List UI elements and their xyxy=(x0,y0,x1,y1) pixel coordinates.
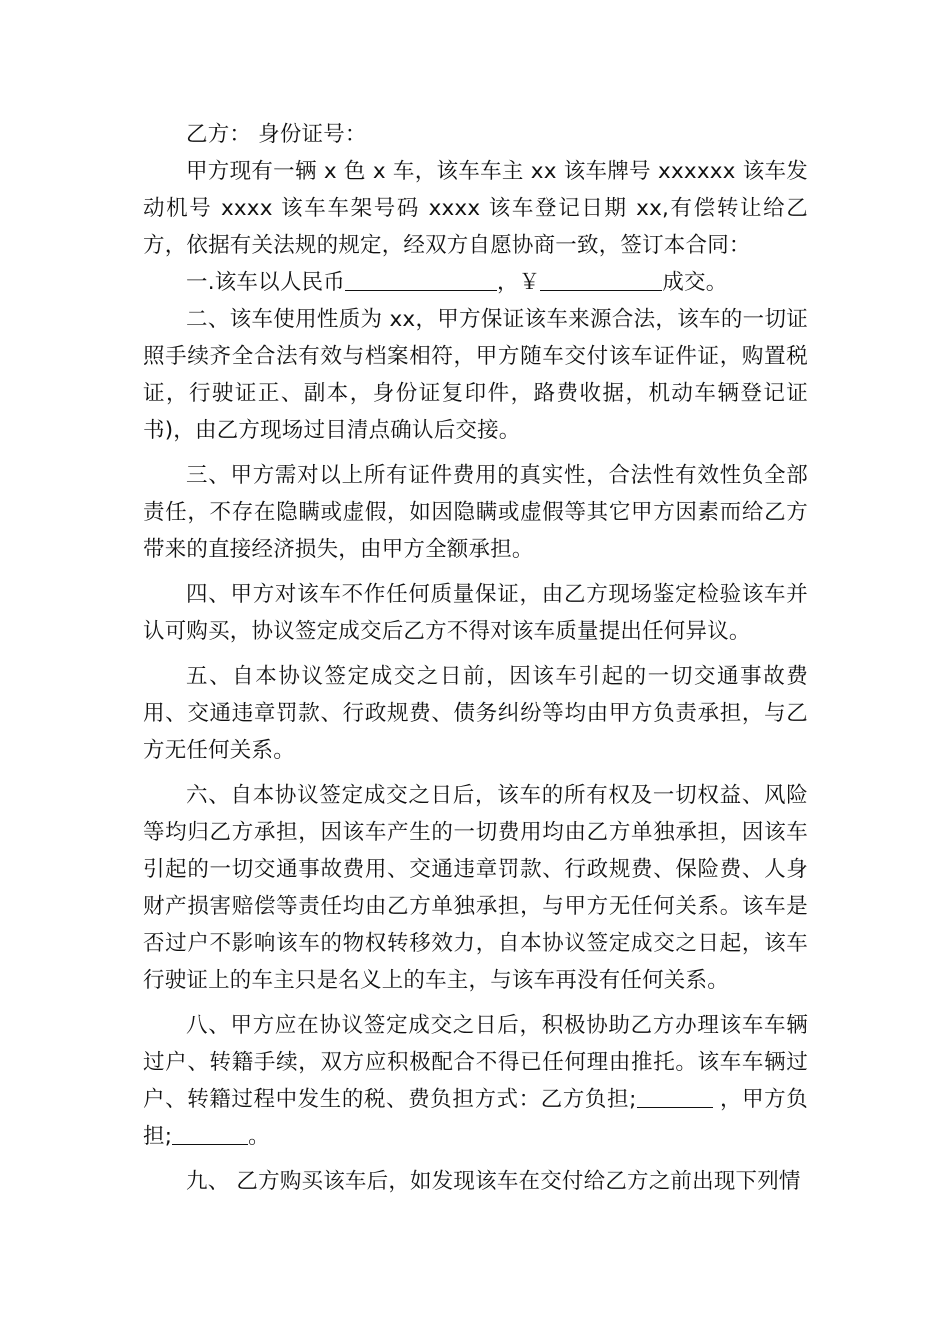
clause-1-prefix: 一.该车以人民币 xyxy=(186,270,345,295)
contract-body xyxy=(143,116,808,1200)
clause-2: 二、该车使用性质为 xx，甲方保证该车来源合法，该车的一切证照手续齐全合法有效与档案相符，甲方随车交付该车证件证，购置税证，行驶证正、副本，身份证复印件，路费收据，机动车辆登记证书)，由乙方现场过目清点确认后交接。 xyxy=(143,307,808,443)
clause-1-suffix: 成交。 xyxy=(662,270,728,295)
intro-paragraph: 甲方现有一辆 x 色 x 车，该车车主 xx 该车牌号 xxxxxx 该车发动机号 xxxx 该车车架号码 xxxx 该车登记日期 xx,有偿转让给乙方，依据有关法规的规定，经双方自愿协商一致，签订本合同： xyxy=(143,159,808,258)
clause-8-suffix: 。 xyxy=(248,1124,270,1149)
yuan-amount-blank xyxy=(540,266,662,291)
clause-8 xyxy=(143,1007,808,1155)
rmb-amount-blank xyxy=(345,266,497,291)
party-b-line: 乙方： 身份证号： xyxy=(186,122,367,147)
party-a-burden-blank xyxy=(172,1120,248,1145)
clause-5: 五、自本协议签定成交之日前，因该车引起的一切交通事故费用、交通违章罚款、行政规费、债务纠纷等均由甲方负责承担，与乙方无任何关系。 xyxy=(143,664,808,763)
clause-8-text: 八、甲方应在协议签定成交之日后，积极协助乙方办理该车车辆过户、转籍手续，双方应积极配合不得已任何理由推托。该车车辆过户、转籍过程中发生的税、费负担方式：乙方负担; xyxy=(143,1013,808,1112)
clause-9: 九、 乙方购买该车后，如发现该车在交付给乙方之前出现下列情 xyxy=(186,1169,801,1194)
clause-1 xyxy=(143,264,808,301)
clause-8-middle: ，甲方负担; xyxy=(143,1087,808,1149)
clause-3: 三、甲方需对以上所有证件费用的真实性，合法性有效性负全部责任，不存在隐瞒或虚假，如因隐瞒或虚假等其它甲方因素而给乙方带来的直接经济损失，由甲方全额承担。 xyxy=(143,463,808,562)
clause-1-middle: ，￥ xyxy=(496,270,541,295)
party-b-burden-blank xyxy=(637,1083,713,1108)
clause-6: 六、自本协议签定成交之日后，该车的所有权及一切权益、风险等均归乙方承担，因该车产生的一切费用均由乙方单独承担，因该车引起的一切交通事故费用、交通违章罚款、行政规费、保险费、人身财产损害赔偿等责任均由乙方单独承担，与甲方无任何关系。该车是否过户不影响该车的物权转移效力，自本协议签定成交之日起，该车行驶证上的车主只是名义上的车主，与该车再没有任何关系。 xyxy=(143,783,808,993)
clause-4: 四、甲方对该车不作任何质量保证，由乙方现场鉴定检验该车并认可购买，协议签定成交后乙方不得对该车质量提出任何异议。 xyxy=(143,582,808,644)
